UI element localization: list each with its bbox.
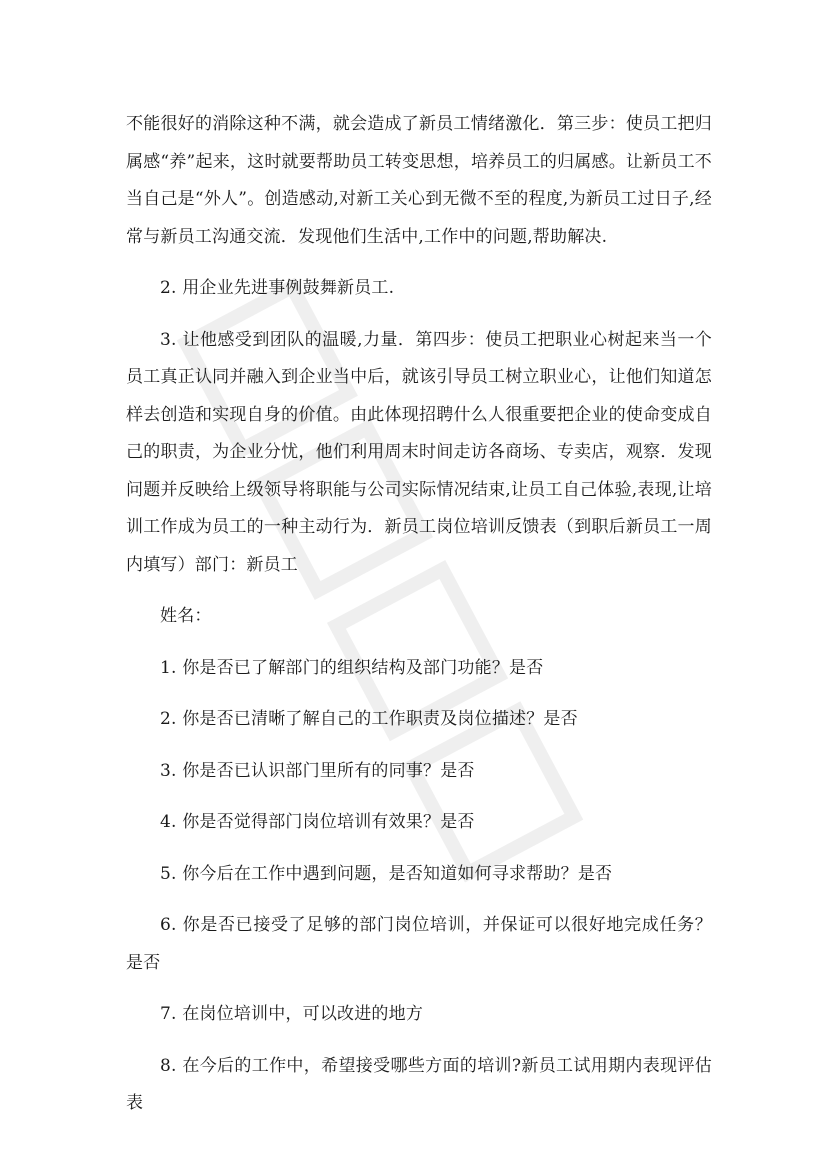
- question-5: 5. 你今后在工作中遇到问题，是否知道如何寻求帮助？是否: [160, 863, 613, 884]
- question-7: 7. 在岗位培训中，可以改进的地方: [160, 1004, 424, 1024]
- question-3: 3. 你是否已认识部门里所有的同事？是否: [160, 760, 475, 781]
- question-1: 1. 你是否已了解部门的组织结构及部门功能？是否: [160, 657, 544, 678]
- name-label: 姓名：: [160, 606, 212, 626]
- document-body: [126, 106, 712, 1123]
- question-4: 4. 你是否觉得部门岗位培训有效果？是否: [160, 812, 475, 832]
- question-8: 8. 在今后的工作中，希望接受哪些方面的培训?新员工试用期内表现评估表: [126, 1055, 712, 1113]
- paragraph-item-3: 3. 让他感受到团队的温暖,力量．第四步：使员工把职业心树起来当一个员工真正认同并融入到企业当中后，就该引导员工树立职业心，让他们知道怎样去创造和实现自身的价值。由此体现招聘什么人很重要把企业的使命变成自己的职责，为企业分忧，他们利用周末时间走访各商场、专卖店，观察．发现问题并反映给上级领导将职能与公司实际情况结束,让员工自己体验,表现,让培训工作成为员工的一种主动行为．新员工岗位培训反馈表（到职后新员工一周内填写）部门：新员工: [126, 329, 712, 575]
- paragraph-item-2: 2. 用企业先进事例鼓舞新员工.: [160, 278, 395, 298]
- paragraph-intro: 不能很好的消除这种不满，就会造成了新员工情绪激化．第三步：使员工把归属感“养”起来，这时就要帮助员工转变思想，培养员工的归属感。让新员工不当自己是“外人”。创造感动,对新工关心到无微不至的程度,为新员工过日子,经常与新员工沟通交流．发现他们生活中,工作中的问题,帮助解决.: [126, 114, 712, 247]
- question-2: 2. 你是否已清晰了解自己的工作职责及岗位描述？是否: [160, 709, 578, 729]
- question-6: 6. 你是否已接受了足够的部门岗位培训，并保证可以很好地完成任务？是否: [126, 915, 712, 973]
